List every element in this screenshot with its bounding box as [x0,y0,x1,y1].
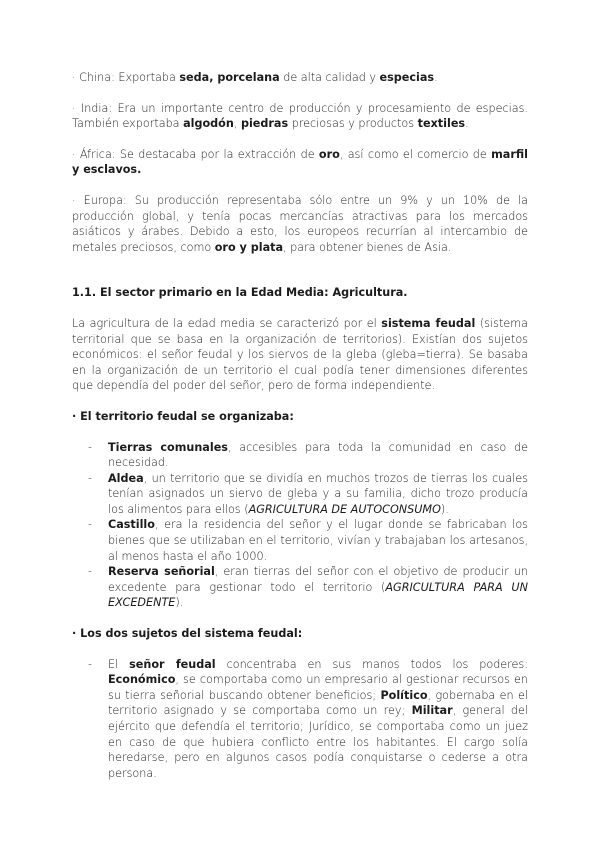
text: . [465,117,469,131]
list-item [108,564,528,611]
bold-text: algodón [183,117,234,131]
text: , general del ejército que defendía el territorio; Jurídico, se comportaba como un juez en caso de que hubiera conflicto entre los habitantes. El cargo solía heredarse, pero en algunos casos podía conquistarse o cederse a otra persona. [108,704,528,780]
text: · China: Exportaba [72,71,180,84]
text: ). [440,502,449,516]
text: · África: Se destacaba por la extracción de [72,147,319,161]
bold-text: Económico [108,673,176,687]
italic-text: AGRICULTURA PARA UN EXCEDENTE [108,580,528,610]
text: , era la residencia del señor y el lugar donde se fabricaban los bienes que se utilizaban en el territorio, vivían y trabajaban los artesanos, al menos hasta el año 1000. [108,518,528,563]
text: La agricultura de la edad media se caracterizó por el [72,316,382,330]
list-item [108,440,528,471]
text: (sistema territorial que se basa en la organización de territorios). Existían dos sujetos económicos: el señor feudal y los siervos de la gleba (gleba=tierra). Se basaba en la organización de un territorio el cual podía tener dimensiones diferentes que dependía del poder del señor, pero de forma independiente. [72,316,528,393]
bold-text: textiles [417,117,466,131]
text: , eran tierras del señor con el objetivo de producir un excedente para gestionar todo el territorio ( [108,565,528,594]
text: , así como el comercio de [339,147,492,161]
bold-text: especias [379,71,435,84]
text: El [108,657,130,671]
list-item [108,517,528,564]
territory-heading: · El territorio feudal se organizaba: [72,409,294,423]
text: preciosas y productos [288,117,418,131]
text: , se comportaba como un empresario al gestionar recursos en su tierra señorial buscando obtener beneficios; [108,673,528,702]
bold-text: marfil y esclavos. [72,147,528,177]
paragraph-intro [72,316,528,394]
subjects-list [72,657,528,782]
text: , accesibles para toda la comunidad en caso de necesidad. [108,440,528,470]
paragraph-china [72,70,528,86]
bold-text: Reserva señorial [108,565,215,579]
list-item [108,471,528,518]
bold-text: Tierras comunales [108,440,228,454]
text: ). [175,596,184,610]
bold-text: Político [380,688,428,702]
bold-text: oro [318,147,340,161]
bold-text: piedras [240,117,289,131]
bold-text: señor feudal [129,657,216,671]
text: · India: Era un importante centro de producción y procesamiento de especias. También exportaba [72,101,528,131]
text: , gobernaba en el territorio asignado y se comportaba como un rey; [108,688,528,718]
bold-text: oro y plata [214,240,284,254]
section-heading: 1.1. El sector primario en la Edad Media: Agricultura. [72,286,408,300]
text: , [233,117,241,131]
subjects-heading: · Los dos sujetos del sistema feudal: [72,627,303,641]
bold-text: Militar [411,704,453,718]
territory-list [72,440,528,612]
text: de alta calidad y [279,71,380,84]
paragraph-europa [72,193,528,255]
list-item [108,657,528,782]
text: . [434,71,438,84]
text: , un territorio que se dividía en muchos trozos de tierras los cuales tenían asignados un siervo de gleba y a su familia, dicho trozo producía los alimentos para ellos ( [108,471,528,516]
text: , para obtener bienes de Asia. [283,240,452,254]
bold-text: sistema feudal [381,316,476,330]
paragraph-africa [72,147,528,178]
bold-text: seda, porcelana [179,71,280,84]
paragraph-india [72,101,528,132]
bold-text: Castillo [108,518,155,532]
text: · Europa: Su producción representaba sólo entre un 9% y un 10% de la producción global, y tenía pocas mercancías atractivas para los mercados asiáticos y árabes. Debido a esto, los europeos recurrían al intercambio de metales preciosos, como [72,193,528,254]
italic-text: AGRICULTURA DE AUTOCONSUMO [248,502,441,516]
text: concentraba en sus manos todos los poderes: [215,657,529,671]
bold-text: Aldea [108,471,144,485]
